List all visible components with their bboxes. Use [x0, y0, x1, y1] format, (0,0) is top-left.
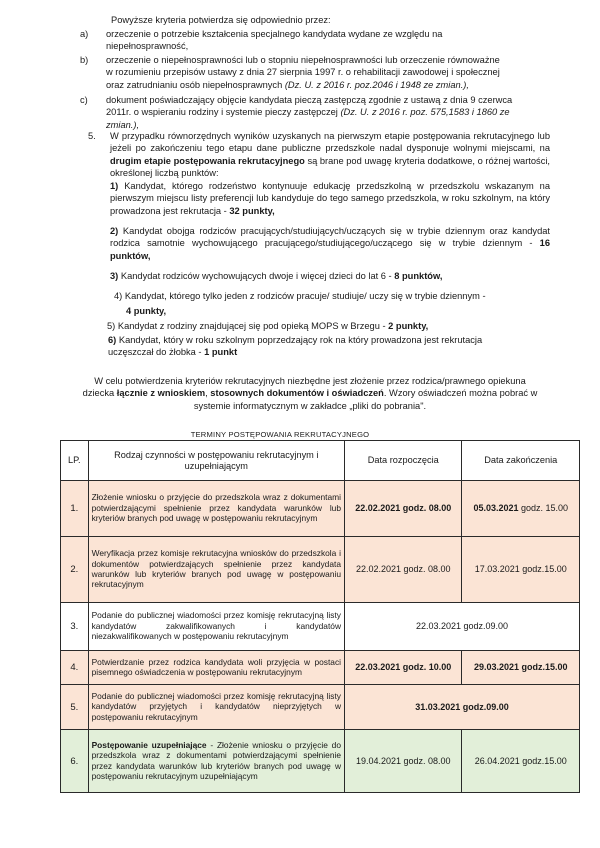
item-c-line-2	[106, 106, 550, 118]
row-start-date	[345, 481, 462, 537]
item-c-line-3: zmian.),	[106, 119, 140, 130]
criterion-points: 32 punkty,	[229, 205, 275, 216]
row-end-date	[462, 651, 580, 685]
list-marker: b)	[80, 55, 89, 65]
row-action: Weryfikacja przez komisje rekrutacyjna wniosków do przedszkola i dokumentów potwierdzających spełnienie przez kandydata warunków lub kryteriów branych pod uwagę w postępowaniu rekrutacyjnym	[88, 537, 344, 603]
item-b-line-2: w rozumieniu przepisów ustawy z dnia 27 sierpnia 1997 r. o rehabilitacji zawodowej i społecznej	[106, 67, 500, 78]
start-date-value: 22.03.2021	[355, 662, 401, 672]
row-start-date: 19.04.2021 godz. 08.00	[345, 730, 462, 793]
section-5-text-start: W przypadku równorzędnych wyników uzyskanych na pierwszym etapie postępowania rekrutacyjnego lub jeżeli po zakończeniu tego etapu dane publiczne przedszkole nadal dysponuje wolnymi miejscami, na	[110, 131, 550, 154]
intro-line: Powyższe kryteria potwierdza się odpowiednio przez:	[111, 15, 331, 25]
row-end-date	[462, 481, 580, 537]
criterion-points: 8 punktów,	[394, 271, 443, 281]
criterion-text: Kandydat, którego rodzeństwo kontynuuje edukację przedszkolną w przedszkolu wskazanym na pierwszym miejscu listy preferencji lub kandyduje do tego samego przedszkola, w roku szkolnym, na który prowadzona jest rekrutacja -	[110, 181, 550, 216]
row-action	[88, 730, 344, 793]
table-row	[61, 730, 580, 793]
item-b-line-3	[106, 79, 550, 91]
criterion-5	[107, 320, 547, 332]
info-line-3: systemie informatycznym w zakładce „pliki do pobrania".	[193, 400, 427, 411]
row-end-date: 26.04.2021 godz.15.00	[462, 730, 580, 793]
criterion-1	[110, 180, 550, 217]
list-marker: c)	[80, 95, 88, 105]
row-number: 2.	[61, 537, 89, 603]
criterion-6	[108, 334, 488, 359]
row-action: Potwierdzanie przez rodzica kandydata woli przyjęcia w postaci pisemnego oświadczenia w postępowaniu rekrutacyjnym	[88, 651, 344, 685]
legal-reference: (Dz. U. z 2016 r. poz.2046 i 1948 ze zmian.),	[284, 79, 469, 90]
item-a-line-1: orzeczenie o potrzebie kształcenia specjalnego kandydata wydane ze względu na	[106, 29, 443, 39]
criterion-text: Kandydat rodziców wychowujących dwoje i więcej dzieci do lat 6 -	[118, 271, 395, 281]
row-start-date	[345, 651, 462, 685]
list-marker: a)	[80, 29, 89, 39]
list-item-c	[80, 94, 550, 131]
criterion-number: 1)	[110, 181, 119, 191]
end-time-value: godz.15.00	[519, 662, 568, 672]
section-5	[88, 130, 550, 180]
criterion-text: Kandydat, którego tylko jeden z rodziców pracuje/ studiuje/ uczy się w trybie dziennym -	[122, 291, 486, 301]
info-line-1: W celu potwierdzenia kryteriów rekrutacyjnych niezbędne jest złożenie przez rodzica/prawnego opiekuna	[94, 376, 526, 386]
info-emphasis: stosownych dokumentów i oświadczeń	[210, 388, 384, 399]
header-action: Rodzaj czynności w postępowaniu rekrutacyjnym i uzupełniającym	[88, 441, 344, 481]
start-time-value: godz. 08.00	[400, 503, 452, 513]
row-end-date: 17.03.2021 godz.15.00	[462, 537, 580, 603]
item-b-text: oraz zatrudnianiu osób niepełnosprawnych	[106, 79, 285, 90]
row-action-text: - Złożenie wniosku o przyjęcie do przedszkola wraz z dokumentami potwierdzającymi spełnienie przez kandydata warunków lub kryteriów branych pod uwagę w postępowaniu rekrutacyjnym uzupełniającym	[91, 739, 341, 781]
criterion-4	[114, 290, 554, 318]
info-text: . Wzory oświadczeń można pobrać w	[383, 388, 538, 399]
header-lp: LP.	[61, 441, 89, 481]
row-action: Podanie do publicznej wiadomości przez komisję rekrutacyjną listy kandydatów przyjętych i kandydatów nieprzyjętych w postępowaniu rekrutacyjnym	[88, 685, 344, 730]
row-action-emphasis: Postępowanie uzupełniające	[91, 739, 207, 750]
list-item-b	[80, 54, 550, 91]
item-a-line-2: niepełnosprawność,	[106, 41, 189, 52]
info-text: dziecka	[82, 388, 117, 399]
table-row	[61, 651, 580, 685]
section-5-text	[110, 130, 550, 180]
schedule-table	[60, 440, 580, 793]
criterion-2	[110, 225, 550, 262]
criterion-text: Kandydat, który w roku szkolnym poprzedzający rok na który prowadzona jest rekrutacja uczęszczał do żłobka -	[108, 335, 483, 358]
table-caption: TERMINY POSTĘPOWANIA REKRUTACYJNEGO	[190, 430, 370, 439]
section-5-emphasis: drugim etapie postępowania rekrutacyjnego	[110, 155, 305, 166]
info-text: ,	[205, 388, 211, 399]
criterion-number: 5)	[107, 321, 116, 331]
criterion-3	[110, 270, 550, 282]
criterion-points: 4 punkty,	[126, 306, 167, 317]
row-date-merged: 31.03.2021 godz.09.00	[345, 685, 580, 730]
row-number: 3.	[61, 603, 89, 651]
criterion-points: 2 punkty,	[388, 321, 429, 331]
row-number: 1.	[61, 481, 89, 537]
row-date-merged: 22.03.2021 godz.09.00	[345, 603, 580, 651]
table-row	[61, 537, 580, 603]
table-row	[61, 481, 580, 537]
criterion-text: Kandydat obojga rodziców pracujących/studiujących/uczących się w trybie dziennym oraz kandydat rodzica samotnie wychowującego pracującego/studiującego/uczącego się w trybie dziennym -	[110, 226, 550, 249]
section-number: 5.	[88, 131, 96, 141]
info-emphasis: łącznie z wnioskiem	[116, 388, 206, 399]
start-date-value: 22.02.2021	[355, 503, 401, 513]
end-date-value: 05.03.2021	[473, 503, 519, 513]
row-start-date: 22.02.2021 godz. 08.00	[345, 537, 462, 603]
criterion-number: 6)	[108, 335, 117, 345]
end-date-value: 29.03.2021	[473, 662, 519, 672]
criterion-points: 16 punktów,	[110, 238, 550, 261]
criterion-number: 4)	[114, 291, 123, 301]
list-item-a	[80, 28, 550, 53]
documents-info	[60, 375, 560, 412]
item-c-line-1: dokument poświadczający objęcie kandydata pieczą zastępczą zgodnie z ustawą z dnia 9 czerwca	[106, 95, 513, 105]
legal-reference: (Dz. U. z 2016 r. poz. 575,1583 i 1860 ze	[340, 107, 510, 118]
criterion-number: 2)	[110, 226, 119, 236]
row-number: 6.	[61, 730, 89, 793]
item-b-line-1: orzeczenie o niepełnosprawności lub o stopniu niepełnosprawności lub orzeczenie równoważne	[106, 55, 500, 65]
criterion-points: 1 punkt	[204, 347, 238, 358]
header-end-date: Data zakończenia	[462, 441, 580, 481]
section-5-text-end: są brane pod uwagę kryteria dodatkowe, o różnej wartości, określonej liczbą punktów:	[110, 155, 551, 179]
criterion-text: Kandydat z rodziny znajdującej się pod opieką MOPS w Brzegu -	[115, 321, 389, 331]
item-c-text: 2011r. o wspieraniu rodziny i systemie pieczy zastępczej	[106, 107, 341, 118]
table-row	[61, 685, 580, 730]
end-time-value: godz. 15.00	[518, 503, 569, 513]
row-number: 5.	[61, 685, 89, 730]
table-header-row	[61, 441, 580, 481]
criterion-number: 3)	[110, 271, 119, 281]
row-number: 4.	[61, 651, 89, 685]
start-time-value: godz. 10.00	[400, 662, 452, 672]
info-line-2	[60, 387, 560, 399]
row-action: Złożenie wniosku o przyjęcie do przedszkola wraz z dokumentami potwierdzającymi spełnienie przez kandydata warunków lub kryteriów branych pod uwagę w postępowaniu rekrutacyjnym	[88, 481, 344, 537]
row-action: Podanie do publicznej wiadomości przez komisję rekrutacyjną listy kandydatów zakwalifikowanych i kandydatów niezakwalifikowanych w postępowaniu rekrutacyjnym	[88, 603, 344, 651]
header-start-date: Data rozpoczęcia	[345, 441, 462, 481]
table-row	[61, 603, 580, 651]
